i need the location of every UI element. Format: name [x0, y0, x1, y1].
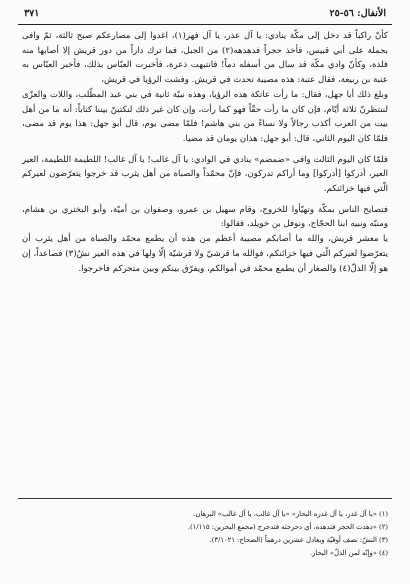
footnote: (٢) «دهدت الحجر فتدهده، أي دحرجته فتدحرج (مجمع البحرين: ١/١١٥). [187, 523, 388, 531]
paragraph: كأنّ راكباً قد دخل إلى مكّة ينادي: يا آل عذر، يا آل فهر(١)، اغدوا إلى مصارعكم صبح ثالثة، ثمّ وافى بجملة على أبي قبيس، فأخذ حجراً فدهدهه(٢) من الجبل، فما ترك داراً من دور قريش إلا أصابها منه فلذة، وكأنّ وادي مكّة قد سال من أسفله دماً! فانتبهت ذعرة، فأخبرت العبّاس بذلك، فأخبر العبّاس به عتبة بن ربيعة، فقال عتبة: هذه مصيبة تحدث في قريش. وفشت الرؤيا في قريش، [22, 31, 389, 86]
footnotes [22, 508, 388, 560]
footnote: (٤) «وإنّه لمن الذلّ» البحار. [309, 549, 388, 557]
paragraph: فتصايح الناس بمكّة وتهيّأوا للخروج، وقام سهيل بن عمرو، وصفوان بن أميّة، وأبو البختري بن هشام، ومنبّه ونبيه ابنا الحجّاج، ونوفل بن خويلد، فقالوا: [22, 204, 388, 230]
footnote: (٣) النشّ: نصف أوقيّة ويعادل عشرين درهماً (الصحاح: ٣/١٠٢١). [209, 536, 388, 544]
page-number: ٣٧١ [24, 8, 40, 19]
footnote: (١) «يا آل غدر، يا آل غدره البحار» «يا آل غالب، يا آل غالب» البرهان. [193, 510, 388, 518]
footnote-divider [18, 498, 392, 499]
header-divider [18, 24, 392, 25]
running-header [18, 8, 392, 24]
main-text [18, 29, 392, 276]
paragraph: يا معشر قريش، والله ما أصابكم مصيبة أعظم من هذه أن يطمع محمّد والصباة من أهل يثرب أن يتعرّضوا لعيركم الّتي فيها خزائنكم، فوالله ما قرشيّ ولا قرشيّة إلّا ولها في هذه العير نشٌ(٣) فصاعداً، إن هو إلّا الذلّ(٤) والصغار أن يطمع محمّد في أموالكم، ويفرّق بينكم وبين متجركم فاخرجوا. [22, 234, 388, 274]
chapter-title: الأنفال: ٥٦-٢٥ [329, 8, 386, 19]
paragraph: وبلغ ذلك أبا جهل، فقال: ما رأت عاتكة هذه الرؤيا، وهذه نبيّة ثانية في بني عبد المطّلب، واللات والعزّى لننتظرنّ ثلاثة أيّام، فإن كان ما رأت حقّاً فهو كما رأت، وإن كان غير ذلك لنكتبنّ بيننا كتاباً: أنه ما من أهل بيت من العرب أكذب رجالاً ولا نساءً من بني هاشم! فلمّا مضى يوم، قال أبو جهل: هذا يوم قد مضى، فلمّا كان اليوم الثاني، قال: أبو جهل: هذان يومان قد مضيا. [22, 89, 388, 144]
paragraph: فلمّا كان اليوم الثالث وافى «ضمضم» ينادي في الوادي: يا آل غالب! يا آل غالب! اللطيمة اللطيمة، العير العير، أدركوا [أدركوا] وما أراكم تدركون، فإنّ محمّداً والصباة من أهل يثرب قد خرجوا يتعرّضون لعيركم الّتي فيها خزائنكم. [22, 154, 388, 195]
